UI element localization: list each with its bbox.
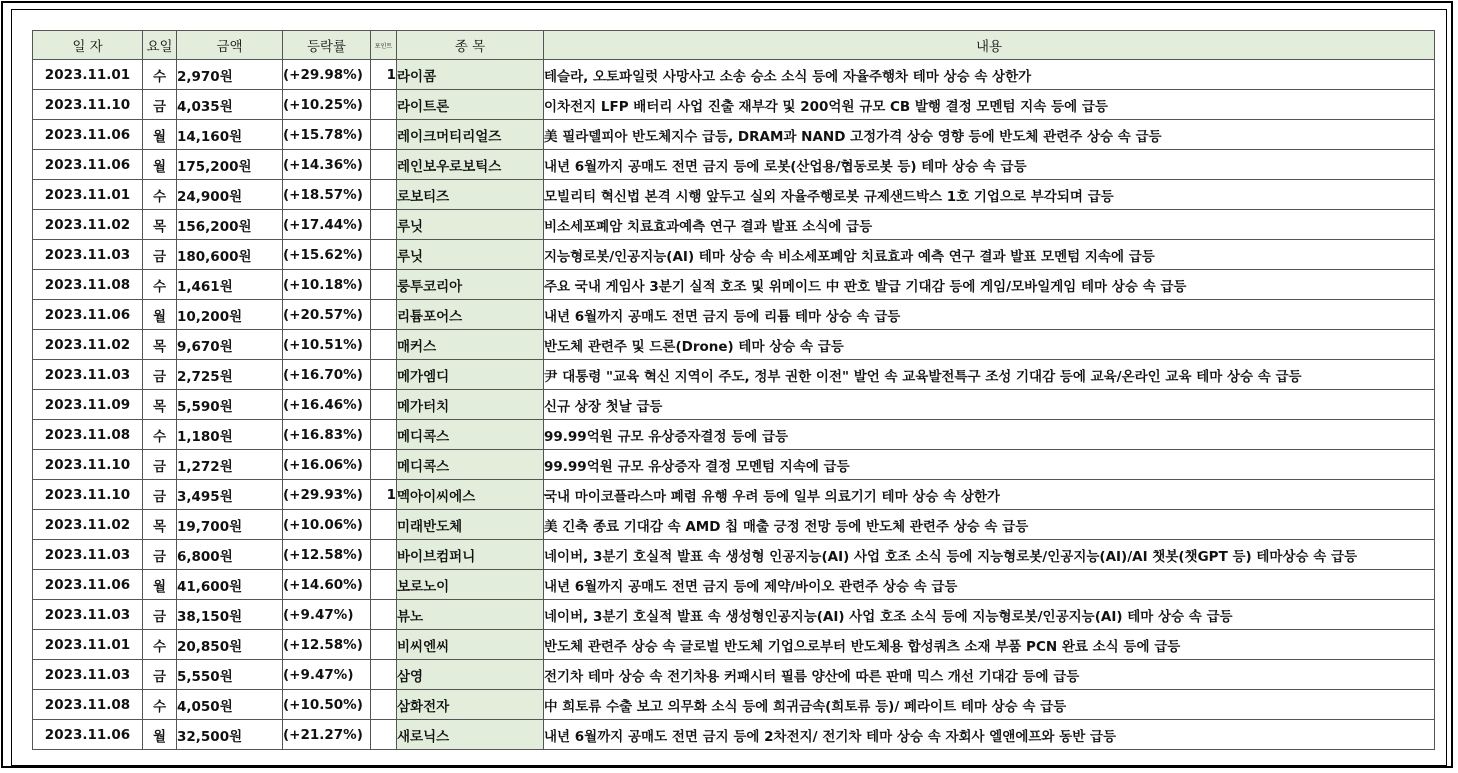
cell-rank — [371, 120, 397, 150]
cell-rank — [371, 330, 397, 360]
cell-amount: 24,900원 — [177, 180, 283, 210]
cell-dow: 월 — [143, 300, 177, 330]
cell-amount: 156,200원 — [177, 210, 283, 240]
cell-content: 내년 6월까지 공매도 전면 금지 등에 제약/바이오 관련주 상승 속 급등 — [544, 570, 1435, 600]
header-content: 내용 — [544, 31, 1435, 60]
cell-amount: 180,600원 — [177, 240, 283, 270]
cell-name: 비씨엔씨 — [397, 630, 544, 660]
table-row — [33, 660, 1435, 690]
cell-date: 2023.11.06 — [33, 150, 143, 180]
cell-name: 삼영 — [397, 660, 544, 690]
cell-date: 2023.11.10 — [33, 480, 143, 510]
cell-dow: 금 — [143, 90, 177, 120]
cell-dow: 월 — [143, 570, 177, 600]
cell-date: 2023.11.01 — [33, 630, 143, 660]
cell-rate: (+21.27%) — [283, 720, 371, 750]
cell-date: 2023.11.03 — [33, 240, 143, 270]
cell-content: 네이버, 3분기 호실적 발표 속 생성형 인공지능(AI) 사업 호조 소식 등에 지능형로봇/인공지능(AI)/AI 챗봇(챗GPT 등) 테마상승 속 급등 — [544, 540, 1435, 570]
cell-rate: (+17.44%) — [283, 210, 371, 240]
cell-content: 반도체 관련주 및 드론(Drone) 테마 상승 속 급등 — [544, 330, 1435, 360]
cell-amount: 175,200원 — [177, 150, 283, 180]
cell-date: 2023.11.08 — [33, 420, 143, 450]
cell-rank — [371, 300, 397, 330]
cell-content: 전기차 테마 상승 속 전기차용 커패시터 필름 양산에 따른 판매 믹스 개선 기대감 등에 급등 — [544, 660, 1435, 690]
table-row — [33, 540, 1435, 570]
cell-dow: 금 — [143, 360, 177, 390]
cell-date: 2023.11.06 — [33, 300, 143, 330]
cell-name: 삼화전자 — [397, 690, 544, 720]
cell-rate: (+16.06%) — [283, 450, 371, 480]
header-row — [33, 31, 1435, 60]
cell-rate: (+9.47%) — [283, 600, 371, 630]
cell-dow: 수 — [143, 630, 177, 660]
cell-name: 보로노이 — [397, 570, 544, 600]
cell-amount: 1,461원 — [177, 270, 283, 300]
cell-amount: 5,590원 — [177, 390, 283, 420]
cell-dow: 월 — [143, 720, 177, 750]
cell-rate: (+29.93%) — [283, 480, 371, 510]
cell-content: 내년 6월까지 공매도 전면 금지 등에 로봇(산업용/협동로봇 등) 테마 상승 속 급등 — [544, 150, 1435, 180]
cell-name: 루닛 — [397, 210, 544, 240]
table-row — [33, 60, 1435, 90]
cell-date: 2023.11.06 — [33, 120, 143, 150]
cell-dow: 목 — [143, 510, 177, 540]
table-row — [33, 630, 1435, 660]
cell-dow: 수 — [143, 420, 177, 450]
table-row — [33, 210, 1435, 240]
cell-rank — [371, 240, 397, 270]
cell-dow: 금 — [143, 600, 177, 630]
cell-amount: 9,670원 — [177, 330, 283, 360]
cell-rank — [371, 420, 397, 450]
table-row — [33, 480, 1435, 510]
cell-rank — [371, 540, 397, 570]
cell-date: 2023.11.01 — [33, 180, 143, 210]
cell-dow: 월 — [143, 150, 177, 180]
cell-rate: (+9.47%) — [283, 660, 371, 690]
cell-name: 메디콕스 — [397, 450, 544, 480]
cell-amount: 41,600원 — [177, 570, 283, 600]
table-row — [33, 510, 1435, 540]
cell-dow: 금 — [143, 540, 177, 570]
table-row — [33, 390, 1435, 420]
cell-date: 2023.11.10 — [33, 90, 143, 120]
cell-content: 尹 대통령 "교육 혁신 지역이 주도, 정부 권한 이전" 발언 속 교육발전특구 조성 기대감 등에 교육/온라인 교육 테마 상승 속 급등 — [544, 360, 1435, 390]
cell-name: 메가엠디 — [397, 360, 544, 390]
cell-rate: (+16.46%) — [283, 390, 371, 420]
cell-rank — [371, 450, 397, 480]
cell-amount: 2,725원 — [177, 360, 283, 390]
cell-amount: 1,272원 — [177, 450, 283, 480]
cell-rate: (+15.78%) — [283, 120, 371, 150]
cell-amount: 5,550원 — [177, 660, 283, 690]
table-row — [33, 450, 1435, 480]
cell-name: 라이콤 — [397, 60, 544, 90]
cell-amount: 14,160원 — [177, 120, 283, 150]
cell-date: 2023.11.06 — [33, 570, 143, 600]
header-dow: 요일 — [143, 31, 177, 60]
cell-name: 라이트론 — [397, 90, 544, 120]
cell-rate: (+10.18%) — [283, 270, 371, 300]
table-row — [33, 360, 1435, 390]
cell-rank — [371, 660, 397, 690]
table-row — [33, 150, 1435, 180]
cell-content: 美 긴축 종료 기대감 속 AMD 칩 매출 긍정 전망 등에 반도체 관련주 상승 속 급등 — [544, 510, 1435, 540]
cell-rank — [371, 510, 397, 540]
cell-amount: 3,495원 — [177, 480, 283, 510]
cell-amount: 4,035원 — [177, 90, 283, 120]
header-rate: 등락률 — [283, 31, 371, 60]
cell-dow: 목 — [143, 390, 177, 420]
cell-content: 中 희토류 수출 보고 의무화 소식 등에 희귀금속(희토류 등)/ 페라이트 테마 상승 속 급등 — [544, 690, 1435, 720]
cell-amount: 38,150원 — [177, 600, 283, 630]
cell-amount: 6,800원 — [177, 540, 283, 570]
cell-dow: 수 — [143, 690, 177, 720]
cell-dow: 금 — [143, 450, 177, 480]
cell-dow: 수 — [143, 180, 177, 210]
cell-content: 이차전지 LFP 배터리 사업 진출 재부각 및 200억원 규모 CB 발행 결정 모멘텀 지속 등에 급등 — [544, 90, 1435, 120]
cell-rate: (+20.57%) — [283, 300, 371, 330]
cell-rank — [371, 600, 397, 630]
table-row — [33, 330, 1435, 360]
cell-date: 2023.11.02 — [33, 330, 143, 360]
cell-rank: 1 — [371, 60, 397, 90]
cell-name: 뷰노 — [397, 600, 544, 630]
cell-name: 새로닉스 — [397, 720, 544, 750]
cell-date: 2023.11.03 — [33, 360, 143, 390]
cell-rank — [371, 180, 397, 210]
cell-dow: 목 — [143, 210, 177, 240]
cell-name: 바이브컴퍼니 — [397, 540, 544, 570]
cell-date: 2023.11.03 — [33, 660, 143, 690]
cell-rank — [371, 390, 397, 420]
cell-content: 주요 국내 게임사 3분기 실적 호조 및 위메이드 中 판호 발급 기대감 등에 게임/모바일게임 테마 상승 속 급등 — [544, 270, 1435, 300]
cell-name: 룽투코리아 — [397, 270, 544, 300]
cell-amount: 19,700원 — [177, 510, 283, 540]
cell-dow: 월 — [143, 120, 177, 150]
cell-content: 국내 마이코플라스마 폐렴 유행 우려 등에 일부 의료기기 테마 상승 속 상한가 — [544, 480, 1435, 510]
table-body — [33, 60, 1435, 750]
header-amount: 금액 — [177, 31, 283, 60]
cell-rank — [371, 90, 397, 120]
cell-name: 메디콕스 — [397, 420, 544, 450]
cell-rank: 1 — [371, 480, 397, 510]
cell-content: 비소세포폐암 치료효과예측 연구 결과 발표 소식에 급등 — [544, 210, 1435, 240]
table-row — [33, 570, 1435, 600]
cell-date: 2023.11.08 — [33, 270, 143, 300]
cell-rank — [371, 570, 397, 600]
cell-rank — [371, 150, 397, 180]
cell-rank — [371, 270, 397, 300]
header-rank: 포인트 — [371, 31, 397, 60]
table-row — [33, 720, 1435, 750]
cell-rank — [371, 630, 397, 660]
cell-dow: 금 — [143, 660, 177, 690]
cell-name: 메가터치 — [397, 390, 544, 420]
cell-content: 반도체 관련주 상승 속 글로벌 반도체 기업으로부터 반도체용 합성쿼츠 소재 부품 PCN 완료 소식 등에 급등 — [544, 630, 1435, 660]
cell-rate: (+10.25%) — [283, 90, 371, 120]
cell-rate: (+14.60%) — [283, 570, 371, 600]
cell-rate: (+12.58%) — [283, 630, 371, 660]
cell-dow: 수 — [143, 270, 177, 300]
header-name: 종 목 — [397, 31, 544, 60]
cell-content: 美 필라델피아 반도체지수 급등, DRAM과 NAND 고정가격 상승 영향 등에 반도체 관련주 상승 속 급등 — [544, 120, 1435, 150]
header-date: 일 자 — [33, 31, 143, 60]
cell-name: 리튬포어스 — [397, 300, 544, 330]
table-row — [33, 420, 1435, 450]
cell-date: 2023.11.02 — [33, 510, 143, 540]
table-row — [33, 690, 1435, 720]
cell-content: 신규 상장 첫날 급등 — [544, 390, 1435, 420]
cell-rate: (+14.36%) — [283, 150, 371, 180]
cell-amount: 2,970원 — [177, 60, 283, 90]
cell-rank — [371, 360, 397, 390]
cell-amount: 20,850원 — [177, 630, 283, 660]
cell-rate: (+10.51%) — [283, 330, 371, 360]
cell-rate: (+29.98%) — [283, 60, 371, 90]
table-row — [33, 240, 1435, 270]
cell-rank — [371, 720, 397, 750]
cell-content: 모빌리티 혁신법 본격 시행 앞두고 실외 자율주행로봇 규제샌드박스 1호 기업으로 부각되며 급등 — [544, 180, 1435, 210]
cell-rate: (+16.70%) — [283, 360, 371, 390]
cell-amount: 4,050원 — [177, 690, 283, 720]
stock-table — [32, 30, 1435, 750]
table-row — [33, 180, 1435, 210]
cell-name: 루닛 — [397, 240, 544, 270]
cell-rate: (+10.50%) — [283, 690, 371, 720]
cell-rank — [371, 690, 397, 720]
cell-date: 2023.11.03 — [33, 540, 143, 570]
cell-content: 내년 6월까지 공매도 전면 금지 등에 2차전지/ 전기차 테마 상승 속 자회사 엘앤에프와 동반 급등 — [544, 720, 1435, 750]
cell-name: 레이크머티리얼즈 — [397, 120, 544, 150]
cell-content: 지능형로봇/인공지능(AI) 테마 상승 속 비소세포폐암 치료효과 예측 연구 결과 발표 모멘텀 지속에 급등 — [544, 240, 1435, 270]
table-row — [33, 120, 1435, 150]
cell-date: 2023.11.06 — [33, 720, 143, 750]
cell-dow: 금 — [143, 480, 177, 510]
cell-content: 네이버, 3분기 호실적 발표 속 생성형인공지능(AI) 사업 호조 소식 등에 지능형로봇/인공지능(AI) 테마 상승 속 급등 — [544, 600, 1435, 630]
cell-name: 로보티즈 — [397, 180, 544, 210]
cell-name: 레인보우로보틱스 — [397, 150, 544, 180]
table-row — [33, 270, 1435, 300]
cell-content: 99.99억원 규모 유상증자 결정 모멘텀 지속에 급등 — [544, 450, 1435, 480]
cell-date: 2023.11.09 — [33, 390, 143, 420]
table-row — [33, 300, 1435, 330]
cell-name: 미래반도체 — [397, 510, 544, 540]
cell-date: 2023.11.01 — [33, 60, 143, 90]
cell-rate: (+12.58%) — [283, 540, 371, 570]
cell-content: 99.99억원 규모 유상증자결정 등에 급등 — [544, 420, 1435, 450]
cell-amount: 10,200원 — [177, 300, 283, 330]
cell-content: 테슬라, 오토파일럿 사망사고 소송 승소 소식 등에 자율주행차 테마 상승 속 상한가 — [544, 60, 1435, 90]
cell-amount: 32,500원 — [177, 720, 283, 750]
table-row — [33, 90, 1435, 120]
cell-rate: (+10.06%) — [283, 510, 371, 540]
cell-date: 2023.11.08 — [33, 690, 143, 720]
cell-rate: (+18.57%) — [283, 180, 371, 210]
cell-name: 멕아이씨에스 — [397, 480, 544, 510]
cell-dow: 수 — [143, 60, 177, 90]
cell-dow: 금 — [143, 240, 177, 270]
cell-content: 내년 6월까지 공매도 전면 금지 등에 리튬 테마 상승 속 급등 — [544, 300, 1435, 330]
cell-amount: 1,180원 — [177, 420, 283, 450]
cell-date: 2023.11.02 — [33, 210, 143, 240]
cell-rate: (+15.62%) — [283, 240, 371, 270]
cell-rate: (+16.83%) — [283, 420, 371, 450]
cell-date: 2023.11.03 — [33, 600, 143, 630]
table-row — [33, 600, 1435, 630]
cell-date: 2023.11.10 — [33, 450, 143, 480]
cell-rank — [371, 210, 397, 240]
cell-name: 매커스 — [397, 330, 544, 360]
cell-dow: 목 — [143, 330, 177, 360]
